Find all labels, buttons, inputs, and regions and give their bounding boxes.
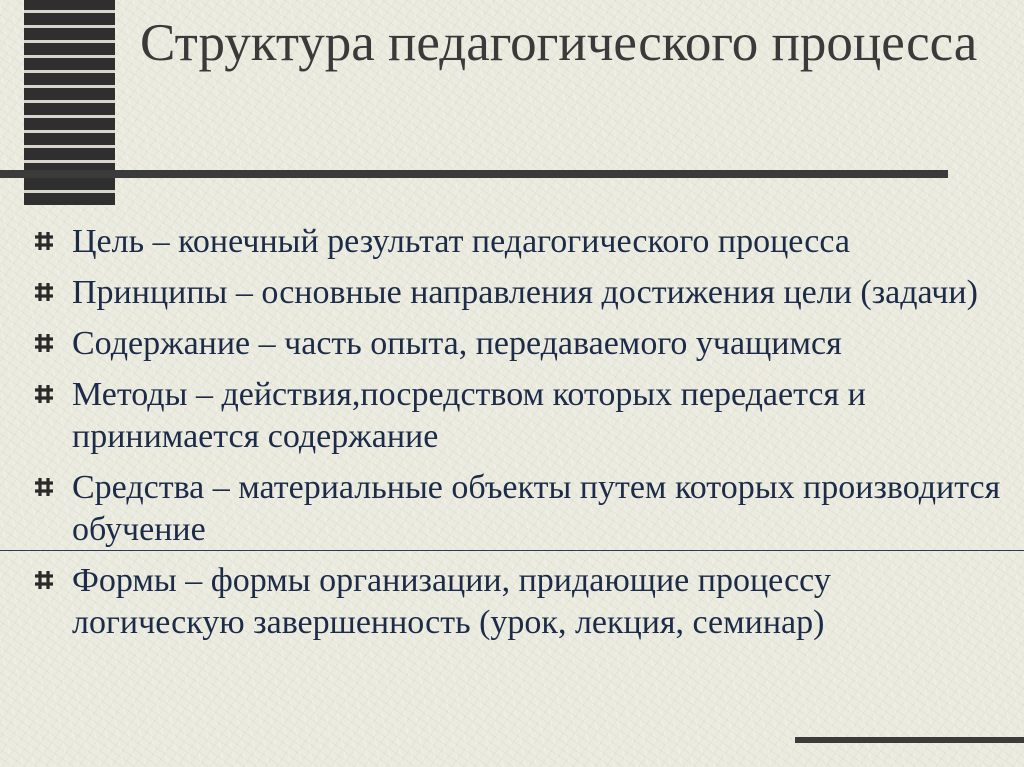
title-underline-bar — [0, 170, 948, 178]
bullet-text: Формы – формы организации, придающие процессу логическую завершенность (урок, лекция, семинар) — [72, 562, 831, 641]
list-item — [34, 560, 1009, 644]
bullet-text: Содержание – часть опыта, передаваемого учащимся — [72, 325, 842, 362]
divider-line — [0, 550, 1024, 551]
list-item — [34, 272, 1009, 314]
hash-bullet-icon — [34, 323, 72, 363]
hash-bullet-icon — [34, 221, 72, 261]
list-item — [34, 323, 1009, 365]
list-item — [34, 467, 1009, 551]
bottom-decorative-bar — [795, 737, 1024, 743]
page-title: Структура педагогического процесса — [140, 14, 978, 72]
hash-bullet-icon — [34, 272, 72, 312]
bullet-list — [34, 221, 1009, 653]
bullet-text: Средства – материальные объекты путем которых производится обучение — [72, 469, 1001, 548]
bullet-text: Цель – конечный результат педагогического процесса — [72, 223, 850, 260]
bullet-text: Принципы – основные направления достижения цели (задачи) — [72, 274, 978, 311]
hash-bullet-icon — [34, 560, 72, 600]
hash-bullet-icon — [34, 467, 72, 507]
bullet-text: Методы – действия,посредством которых передается и принимается содержание — [72, 376, 866, 455]
hash-bullet-icon — [34, 374, 72, 414]
list-item — [34, 221, 1009, 263]
list-item — [34, 374, 1009, 458]
